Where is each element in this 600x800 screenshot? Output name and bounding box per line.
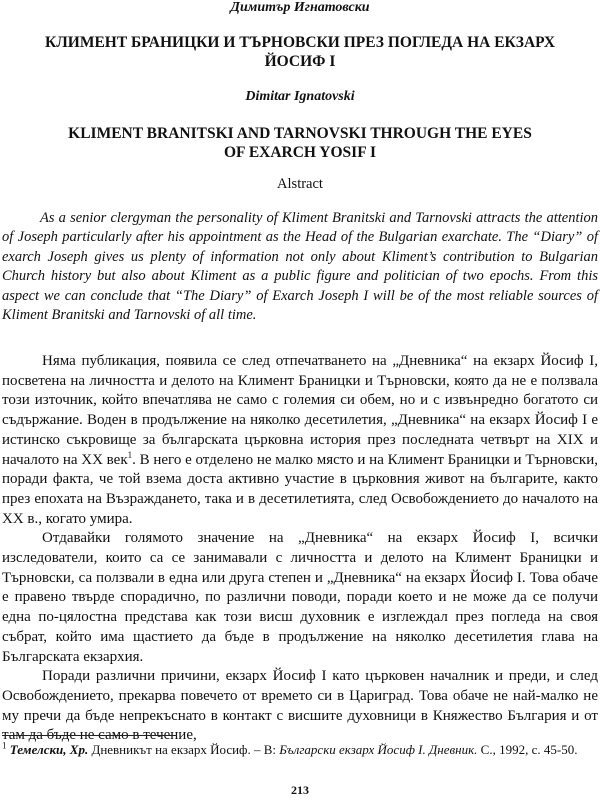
footnote-divider <box>2 735 177 736</box>
author-name-english: Dimitar Ignatovski <box>245 89 355 104</box>
footnote-reference: 1 <box>127 449 133 460</box>
footnote-rest: С., 1992, с. 45-50. <box>477 742 578 757</box>
article-title-bulgarian-line: КЛИМЕНТ БРАНИЦКИ И ТЪРНОВСКИ ПРЕЗ ПОГЛЕДА НА ЕКЗАРХ <box>44 34 556 51</box>
article-title-english-line: KLIMENT BRANITSKI AND TARNOVSKI THROUGH THE EYES <box>68 125 532 142</box>
article-title-bulgarian-line: ЙОСИФ I <box>264 53 336 70</box>
body-paragraph-3: Поради различни причини, екзарх Йосиф I като църковен началник и преди, и след Освобождението, прекарва повечето от времето си в Цариград. Това обаче не най-малко не му пречи да бъде непрекъснато в контакт с висшите духовници в Княжество България и от там да бъде не само в течение, <box>2 668 598 744</box>
page-number: 213 <box>291 783 309 797</box>
footnote-book: Български екзарх Йосиф I. Дневник. <box>279 742 478 757</box>
footnote <box>2 741 598 758</box>
body-paragraph-1 <box>2 352 598 529</box>
footnote-author: Темелски, Хр. <box>9 742 89 757</box>
body-paragraph-text: . В него е отделено не малко място и на Климент Браницки и Търновски, поради факта, че той взема доста активно участие в църковния живот на българите, както през епохата на Възраждането, така и в десетилетията, след Освобождението до началото на XX в., когато умира. <box>2 451 598 527</box>
body-paragraph-2: Отдавайки голямото значение на „Дневника“ на екзарх Йосиф I, всички изследователи, които са се занимавали с личността и делото на Климент Браницки и Търновски, са ползвали в една или друга степен и „Дневника“ на екзарх Йосиф I. Това обаче е правено твърде спорадично, по различни поводи, поради което и не може да се получи една по-цялостна представа как този висш духовник е изглеждал през погледа на своя събрат, който има щастието да бъде в продължение на няколко десетилетия глава на Българската екзархия. <box>2 530 598 665</box>
article-title-english <box>30 124 570 162</box>
abstract-text: As a senior clergyman the personality of Kliment Branitski and Tarnovski attracts the attention of Joseph particularly after his appointment as the Head of the Bulgarian exarchate. The “Diary” of exarch Joseph gives us plenty of information not only about Kliment’s contribution to Bulgarian Church history but also about Kliment as a public figure and politician of two epochs. From this aspect we can conclude that “The Diary” of Exarch Joseph I will be of the most reliable sources of Kliment Branitski and Tarnovski of all time. <box>2 210 598 324</box>
abstract-heading: Alstract <box>277 176 323 192</box>
footnote-number: 1 <box>2 740 7 751</box>
author-name-bulgarian: Димитър Игнатовски <box>230 0 370 15</box>
body-paragraph-text: Няма публикация, появила се след отпечатването на „Дневника“ на екзарх Йосиф I, посветена на личността и делото на Климент Браницки и Търновски, която да не е ползвала този източник, който впечатлява не само с големия си обем, но и с извънредно богатото си съдържание. Воден в продължение на няколко десетилетия, „Дневника“ на екзарх Йосиф I е истинско съкровище за българската църковна история през последната четвърт на XIX и началото на XX век <box>2 353 598 468</box>
body-text <box>2 352 598 746</box>
article-title-bulgarian <box>30 33 570 71</box>
footnote-title: Дневникът на екзарх Йосиф. – В: <box>88 742 280 757</box>
article-title-english-line: OF EXARCH YOSIF I <box>224 144 376 161</box>
